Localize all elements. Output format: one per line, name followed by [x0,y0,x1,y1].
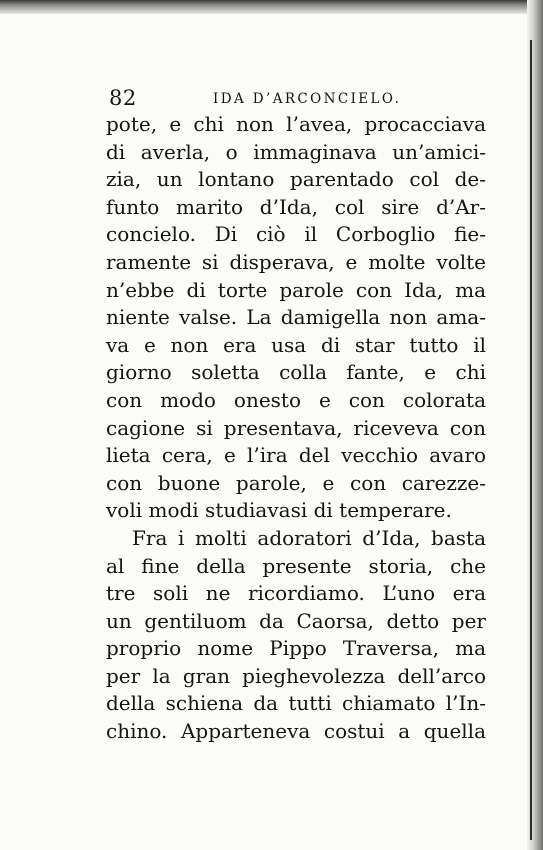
running-title: IDA D’ARCONCIELO. [213,91,402,107]
text-line: va e non era usa di star tutto il [106,332,486,357]
text-line: con buone parole, e con carezze- [106,470,486,495]
text-line: proprio nome Pippo Traversa, ma [106,636,486,661]
text-line: della schiena da tutti chiamato l’In- [106,691,486,716]
text-line: tre soli ne ricordiamo. L’uno era [106,581,486,606]
paragraph-start-line: Fra i molti adoratori d’Ida, basta [132,525,486,550]
binding-gutter-line [530,40,532,840]
text-line: zia, un lontano parentado col de- [106,167,486,192]
text-line: pote, e chi non l’avea, procacciava [106,112,486,136]
text-line: per la gran pieghevolezza dell’arco [106,663,486,688]
page-number: 82 [109,86,137,110]
text-line: concielo. Di ciò il Corboglio fie- [106,222,486,247]
text-line: n’ebbe di torte parole con Ida, ma [106,277,486,302]
text-line: niente valse. La damigella non ama- [106,305,486,330]
body-text [106,111,486,746]
text-line: lieta cera, e l’ira del vecchio avaro [106,443,486,468]
text-line: cagione si presentava, riceveva con [106,415,486,440]
text-line: un gentiluom da Caorsa, detto per [106,608,486,633]
text-line: ramente si disperava, e molte volte [106,249,486,274]
page-top-edge-shadow [0,0,543,14]
text-line: di averla, o immaginava un’amici- [106,139,486,164]
text-line: giorno soletta colla fante, e chi [106,360,486,385]
text-line: funto marito d’Ida, col sire d’Ar- [106,194,486,219]
text-line: al fine della presente storia, che [106,553,486,578]
text-line: con modo onesto e con colorata [106,387,486,412]
paragraph-end-line: voli modi studiavasi di temperare. [106,498,452,523]
text-line: chino. Apparteneva costui a quella [106,719,486,744]
